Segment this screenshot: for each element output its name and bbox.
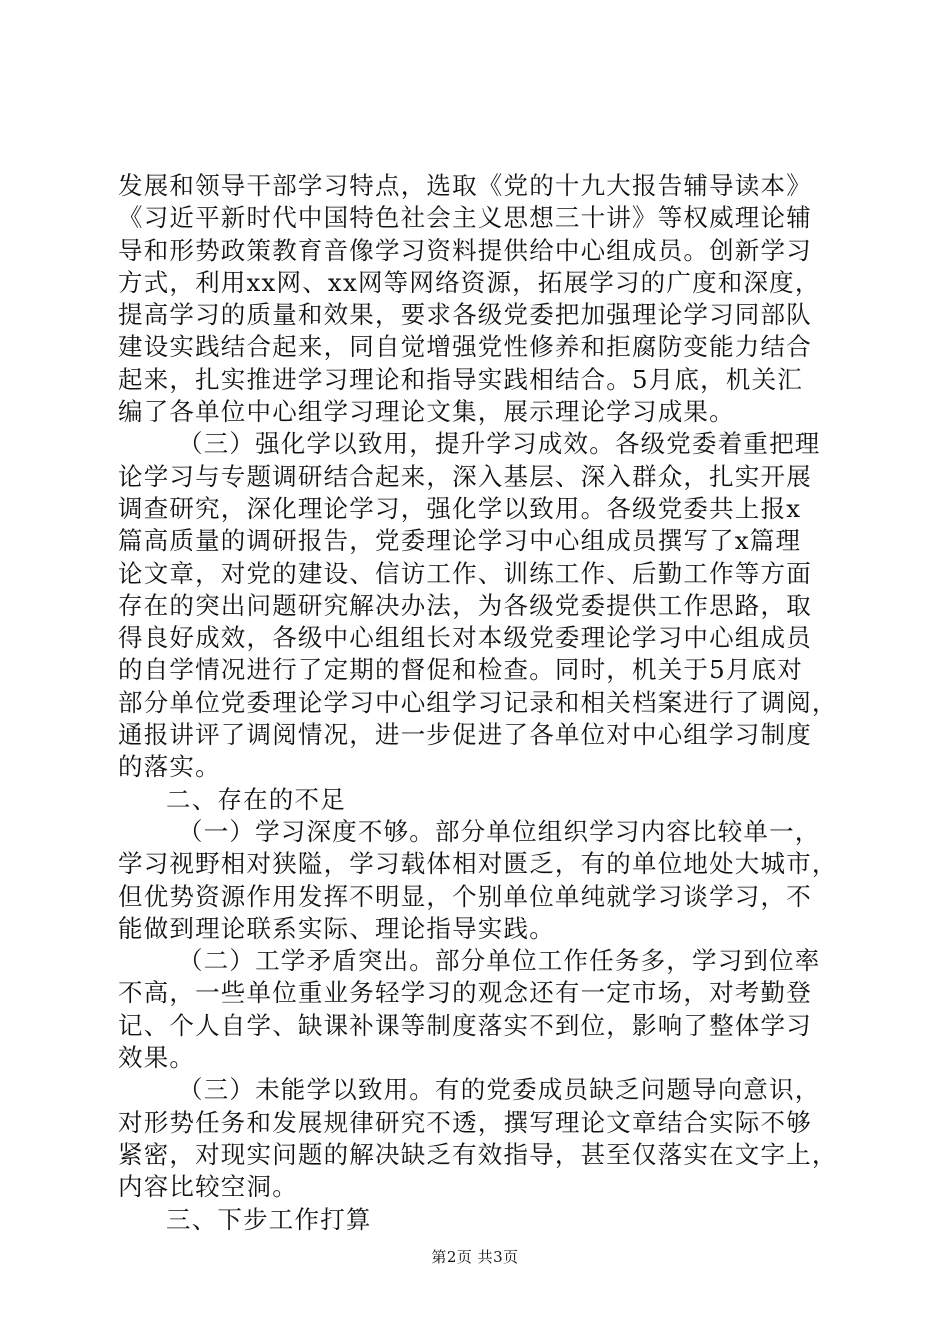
text-line: 发展和领导干部学习特点，选取《党的十九大报告辅导读本》 [118, 171, 812, 200]
paragraph-heading-line: （三）强化学以致用，提升学习成效。各级党委着重把理 [178, 429, 821, 459]
text-line: 学习视野相对狭隘，学习载体相对匮乏，有的单位地处大城市， [118, 849, 838, 879]
text-line: 内容比较空洞。 [118, 1172, 298, 1202]
text-line: 通报讲评了调阅情况，进一步促进了各单位对中心组学习制度 [118, 720, 812, 750]
text-line: 对形势任务和发展规律研究不透，撰写理论文章结合实际不够 [118, 1107, 812, 1137]
text-line: 能做到理论联系实际、理论指导实践。 [118, 913, 555, 943]
text-line: 编了各单位中心组学习理论文集，展示理论学习成果。 [118, 397, 735, 427]
text-line: 调查研究，深化理论学习，强化学以致用。各级党委共上报x [118, 493, 802, 523]
text-line: 导和形势政策教育音像学习资料提供给中心组成员。创新学习 [118, 235, 812, 265]
text-line: 的落实。 [118, 752, 221, 782]
text-line: 提高学习的质量和效果，要求各级党委把加强理论学习同部队 [118, 300, 812, 330]
section-heading: 三、下步工作打算 [166, 1204, 372, 1234]
text-line: 《习近平新时代中国特色社会主义思想三十讲》等权威理论辅 [118, 203, 812, 233]
text-line: 紧密，对现实问题的解决缺乏有效指导，甚至仅落实在文字上， [118, 1139, 838, 1169]
text-line: 篇高质量的调研报告，党委理论学习中心组成员撰写了x篇理 [118, 526, 802, 556]
text-line: 建设实践结合起来，同自觉增强党性修养和拒腐防变能力结合 [118, 332, 812, 362]
body-text [118, 170, 840, 1236]
text-line: 效果。 [118, 1043, 196, 1073]
text-line: 方式，利用xx网、xx网等网络资源，拓展学习的广度和深度， [118, 267, 821, 297]
text-line: 论学习与专题调研结合起来，深入基层、深入群众，扎实开展 [118, 461, 812, 491]
page-number-footer: 第2页 共3页 [431, 1248, 519, 1266]
paragraph-heading-line: （三）未能学以致用。有的党委成员缺乏问题导向意识， [178, 1075, 821, 1105]
text-line: 部分单位党委理论学习中心组学习记录和相关档案进行了调阅， [118, 687, 838, 717]
text-line: 起来，扎实推进学习理论和指导实践相结合。5月底，机关汇 [118, 364, 803, 394]
text-line: 的自学情况进行了定期的督促和检查。同时，机关于5月底对 [118, 655, 803, 685]
text-line: 但优势资源作用发挥不明显，个别单位单纯就学习谈学习，不 [118, 881, 812, 911]
section-heading: 二、存在的不足 [166, 784, 346, 814]
text-line: 记、个人自学、缺课补课等制度落实不到位，影响了整体学习 [118, 1010, 812, 1040]
text-line: 存在的突出问题研究解决办法，为各级党委提供工作思路，取 [118, 590, 812, 620]
paragraph-heading-line: （二）工学矛盾突出。部分单位工作任务多，学习到位率 [178, 946, 821, 976]
text-line: 论文章，对党的建设、信访工作、训练工作、后勤工作等方面 [118, 558, 812, 588]
paragraph-heading-line: （一）学习深度不够。部分单位组织学习内容比较单一， [178, 816, 821, 846]
text-line: 得良好成效，各级中心组组长对本级党委理论学习中心组成员 [118, 623, 812, 653]
text-line: 不高，一些单位重业务轻学习的观念还有一定市场，对考勤登 [118, 978, 812, 1008]
